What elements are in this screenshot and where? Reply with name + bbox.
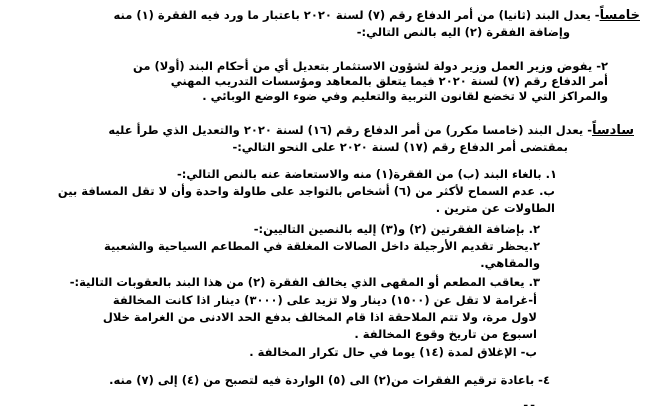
section-six-heading: سادساً bbox=[591, 123, 634, 138]
section-five-line-2: وإضافة الفقرة (٢) اليه بالنص التالي:- bbox=[356, 25, 570, 39]
item-4-line: ٤- باعادة ترقيم الفقرات من(٢) الى (٥) الواردة فيه لتصبح من (٤) إلى (٧) منه. bbox=[109, 373, 550, 387]
item-3a-line-2: لاول مرة، ولا تتم الملاحقة اذا قام المخالف بدفع الحد الادنى من الغرامة خلال bbox=[102, 310, 537, 324]
item-b-line-2: الطاولات عن مترين . bbox=[435, 201, 555, 215]
footer-fragment: ـ ـ bbox=[524, 398, 535, 409]
paragraph-2-line-1: ٢- يفوض وزير العمل وزير دولة لشؤون الاستثمار بتعديل أي من أحكام البند (أولا) من bbox=[133, 59, 608, 73]
item-3a-line-1: أ-غرامة لا تقل عن (١٥٠٠) دينار ولا تزيد على (٣٠٠٠) دينار اذا كانت المخالفة bbox=[112, 293, 537, 307]
item-3a-line-3: اسبوع من تاريخ وقوع المخالفة . bbox=[354, 327, 537, 341]
paragraph-2-line-3: والمراكز التي لا تخضع لقانون التربية والتعليم وفي ضوء الوضع الوبائي . bbox=[202, 89, 608, 103]
item-3b-line: ب- الإغلاق لمدة (١٤) يوما في حال تكرار المخالفة . bbox=[249, 345, 537, 359]
item-1-line: ١. بالغاء البند (ب) من الفقرة(١) منه والاستعاضة عنه بالنص التالي:- bbox=[176, 167, 557, 181]
section-six-line-1: سادساً- يعدل البند (خامسا مكرر) من أمر الدفاع رقم (١٦) لسنة ٢٠٢٠ والتعديل الذي طرأ عليه bbox=[108, 123, 634, 138]
item-3-line: ٣. يعاقب المطعم أو المقهى الذي يخالف الفقرة (٢) من هذا البند بالعقوبات التالية:- bbox=[69, 275, 540, 289]
section-six-line-2: بمقتضى أمر الدفاع رقم (١٧) لسنة ٢٠٢٠ على النحو التالي:- bbox=[232, 140, 568, 154]
item-2-para-line-1: ٢.يحظر تقديم الأرجيلة داخل الصالات المغلقة في المطاعم السياحية والشعبية bbox=[103, 239, 540, 253]
item-2-line: ٢. بإضافة الفقرتين (٢) و(٣) إليه بالنصين التاليين:- bbox=[253, 222, 540, 236]
item-b-line-1: ب. عدم السماح لأكثر من (٦) أشخاص بالتواجد على طاولة واحدة وأن لا تقل المسافة بين bbox=[57, 184, 555, 198]
item-2-para-line-2: والمقاهي. bbox=[480, 256, 540, 270]
section-five-heading: خامساً bbox=[599, 8, 640, 23]
section-five-line-1: خامساً- يعدل البند (ثانيا) من أمر الدفاع رقم (٧) لسنة ٢٠٢٠ باعتبار ما ورد فيه الفقرة (١) منه bbox=[113, 8, 640, 23]
paragraph-2-line-2: أمر الدفاع رقم (٧) لسنة ٢٠٢٠ فيما يتعلق بالمعاهد ومؤسسات التدريب المهني bbox=[170, 74, 608, 88]
